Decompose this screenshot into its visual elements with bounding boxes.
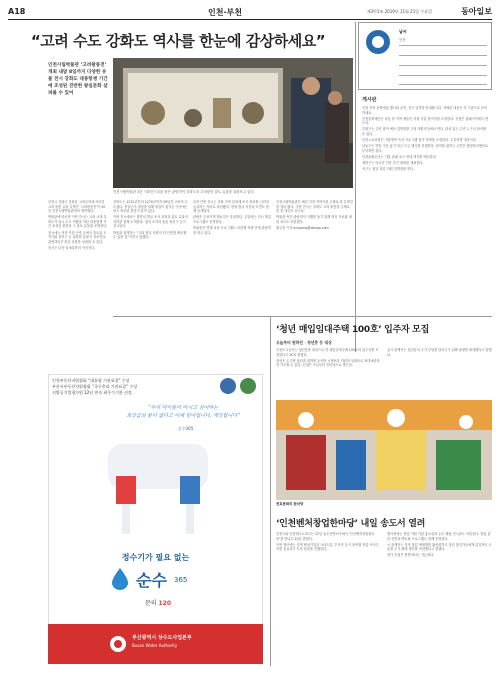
story2-rule	[113, 316, 492, 317]
main-photo-caption	[113, 190, 353, 195]
board-body: 인천 지역 문화예술 행사와 공연, 전시 일정을 안내합니다. 자세한 내용은 각 기관으로 문의하세요. 인천문화재단은 다음 달 지역 예술인 지원 사업 참여자를 모집한다. 신청은 홈페이지에서 받는다. 부평구는 주민 참여 예산 설명회를 구청 대회의실에서 연다. 관심 있는 주민 누구나 참석할 수 있다. 인천시교육청은 겨울방학 독서 프로그램 참가 학생을 모집한다. 초중학생 대상이다. 남동구는 연말 이웃 돕기 성금 모금 행사를 진행한다. 참여를 원하는 주민은 행정복지센터로 문의하면 된다. 인천관광공사는 겨울 관광 코스 안내 책자를 배포한다. 계양구는 어르신 건강 걷기 대회를 개최한다. 서구는 청년 창업 지원 설명회를 연다.	[362, 106, 489, 172]
ad-slogan-line2: 최상급의 물이 없다고 이제 믿어집니다, 깨끗합니다”	[126, 413, 240, 419]
ad-footer-org-en: Busan Water Authority	[132, 643, 178, 648]
ad-tagline: 정수기가 필요 없는	[121, 553, 190, 562]
weather-table	[399, 45, 487, 85]
dateline: 제3만1조 2019년 11월 21일 수요일	[366, 9, 432, 14]
main-headline: “고려 수도 강화도 역사를 한눈에 감상하세요”	[30, 32, 326, 50]
ad-footer-org: 부산광역시 상수도사업본부	[132, 635, 192, 641]
ad-award-line3: 지방공기업평가원 12년 연속 최우수기관 선정	[52, 390, 132, 395]
ad-award-line1: 인천부동산지원협회 “대통령 기관표창” 수상	[52, 378, 130, 383]
ad-brand-num: 365	[174, 576, 188, 584]
ad-brand-logo	[108, 566, 208, 592]
ad-award-emblems	[218, 376, 258, 396]
festival-photo	[276, 400, 492, 500]
story2-headline: ‘청년 매입임대주택 100호’ 입주자 모집	[276, 325, 429, 335]
weather-subtitle: 인천	[399, 38, 406, 42]
story2-body: 인천도시공사는 청년층을 대상으로 한 매입임대주택 100호의 입주자를 모집한다고 20일 밝혔다. 대상은 무주택 청년과 대학생 등이며 시세보다 저렴한 임대료로 최대 6년까지 거주할 수 있다. 신청은 오늘부터 인터넷으로 받는다. 공사 관계자는 청년들의 주거 부담을 덜어주기 위해 물량을 확대했다고 말했다.	[276, 348, 492, 368]
festival-caption-title: 천호문화의 한마당	[276, 502, 304, 506]
page-header	[8, 6, 492, 20]
festival-caption	[276, 502, 492, 507]
ad-contact-number: 120	[158, 600, 172, 607]
board-title: 게시판	[362, 97, 377, 103]
ad-slogan-line1: “우리 아이들이 마시고 싶어하는	[147, 405, 219, 411]
main-body-col3: 특히 이번 전시는 강화 지역 문화재 조사 성과를 시민과 공유하는 자리로 마련됐다. 현장 발굴 사진과 도면도 함께 공개된다. 관람은 무료이며 월요일은 휴관한다. 주말에는 전시 해설 프로그램도 운영한다. 박물관은 연계 교육 프로그램도 마련해 학생 단체 관람객을 받고 있다.	[193, 200, 271, 235]
left-column-rule	[270, 316, 271, 666]
festival-image	[276, 400, 492, 500]
main-body-col4: 인천시립박물관은 매년 인천 지역사를 주제로 한 특별전을 열어 왔다. 이번 전시는 강화도 고려 왕릉을 주제로 한 첫 대규모 전시다. 박물관 측은 관람객의 이해를 돕기 위해 영상 자료와 체험 코너도 마련했다. 황금천 기자 kchwang@donga.com	[276, 200, 353, 230]
main-body-col2: 강화도는 1232년부터 1270년까지 39년간 고려의 수도였다. 몽골군의 침입을 피해 왕실이 옮겨온 이곳에는 당시 축조된 왕릉이 남아 있다. 이번 전시에서는 왕릉의 발굴 조사 과정과 출토 유물의 의미를 함께 소개한다. 청자 조각과 청동 장신구 등이 전시된다. 박물관 관계자는 “고려 왕실 문화의 한 단면을 확인할 수 있을 것”이라고 말했다.	[113, 200, 188, 240]
main-photo	[113, 58, 353, 188]
story3-headline: ‘인천벤처창업한마당’ 내일 송도서 열려	[276, 519, 426, 529]
weather-icon	[363, 27, 393, 57]
newspaper-logo: 동아일보	[461, 6, 492, 16]
page-number: A18	[8, 7, 26, 16]
faucet-icon	[88, 434, 228, 544]
weather-box	[358, 22, 492, 90]
busan-logo-icon	[108, 634, 128, 654]
main-body-col1: 인천시 강화군 강화읍 고려궁지에 자리한 고려 왕릉 유물 특별전 ‘고려왕릉전’이 20일 인천시립박물관에서 개막했다. 박물관에 따르면 이번 전시는 고려 시대 강화도가 임시 수도 역할을 하던 대몽항쟁 기간 조성된 왕릉과 그 출토 유물을 조명한다. 전시에는 석릉·가릉·곤릉 등에서 출토된 도자기와 장신구 등 다양한 유물이 선보인다. 관람객들은 왕실 문화를 살펴볼 수 있다. 전시는 다음 달 8일까지 이어진다.	[48, 200, 108, 250]
weather-title: 날씨	[399, 29, 407, 34]
ad-contact	[118, 598, 198, 607]
story3-body: 인천시와 인천테크노파크는 22일 송도컨벤시아에서 ‘인천벤처창업한마당’을 연다고 20일 밝혔다. 이번 행사에는 지역 벤처기업과 스타트업, 투자자 등이 참여해 창업 아이디어를 공유하고 투자 상담을 진행한다. 행사장에는 창업 지원 기관 홍보관과 우수 제품 전시관도 마련된다. 창업 관련 강연과 멘토링 프로그램도 함께 운영된다. 시 관계자는 지역 창업 생태계를 활성화하고 청년 창업가들에게 실질적인 도움을 주기 위해 행사를 마련했다고 말했다. 참가 신청은 현장에서도 가능하다.	[276, 532, 492, 558]
ad-footer-bar	[48, 624, 263, 664]
ad-brand-name: 순수	[136, 571, 167, 590]
photo-caption-text: 인천시립박물관 3층 기획전시실을 찾은 관람객이 강화도의 고려왕릉 출토 유물을 살펴보고 있다.	[113, 190, 255, 194]
museum-exhibit-image	[113, 58, 353, 188]
water-advertisement[interactable]	[48, 374, 263, 664]
main-byline: 황금천 기자 kchwang@donga.com	[276, 225, 329, 230]
sidebar-rule	[355, 22, 356, 352]
section-title: 인천·부천	[208, 8, 242, 17]
ad-contact-label: 문의	[144, 600, 157, 607]
ad-brand-small: 순수365	[178, 426, 194, 431]
water-drop-icon	[108, 566, 132, 590]
main-lead: 인천시립박물관 ‘고려왕릉전’ 개최 내달 8일까지 다양한 유물 전시 강화도 대몽항쟁 기간에 조성된 진반한 왕실문화 살펴볼 수 있어	[48, 63, 108, 96]
story2-kicker: 오늘부터 원하던 · 청년층 등 대상	[276, 340, 332, 345]
ad-award-line2: 부산시부동산지원협회 “국무총리 기관표창” 수상	[52, 384, 138, 389]
